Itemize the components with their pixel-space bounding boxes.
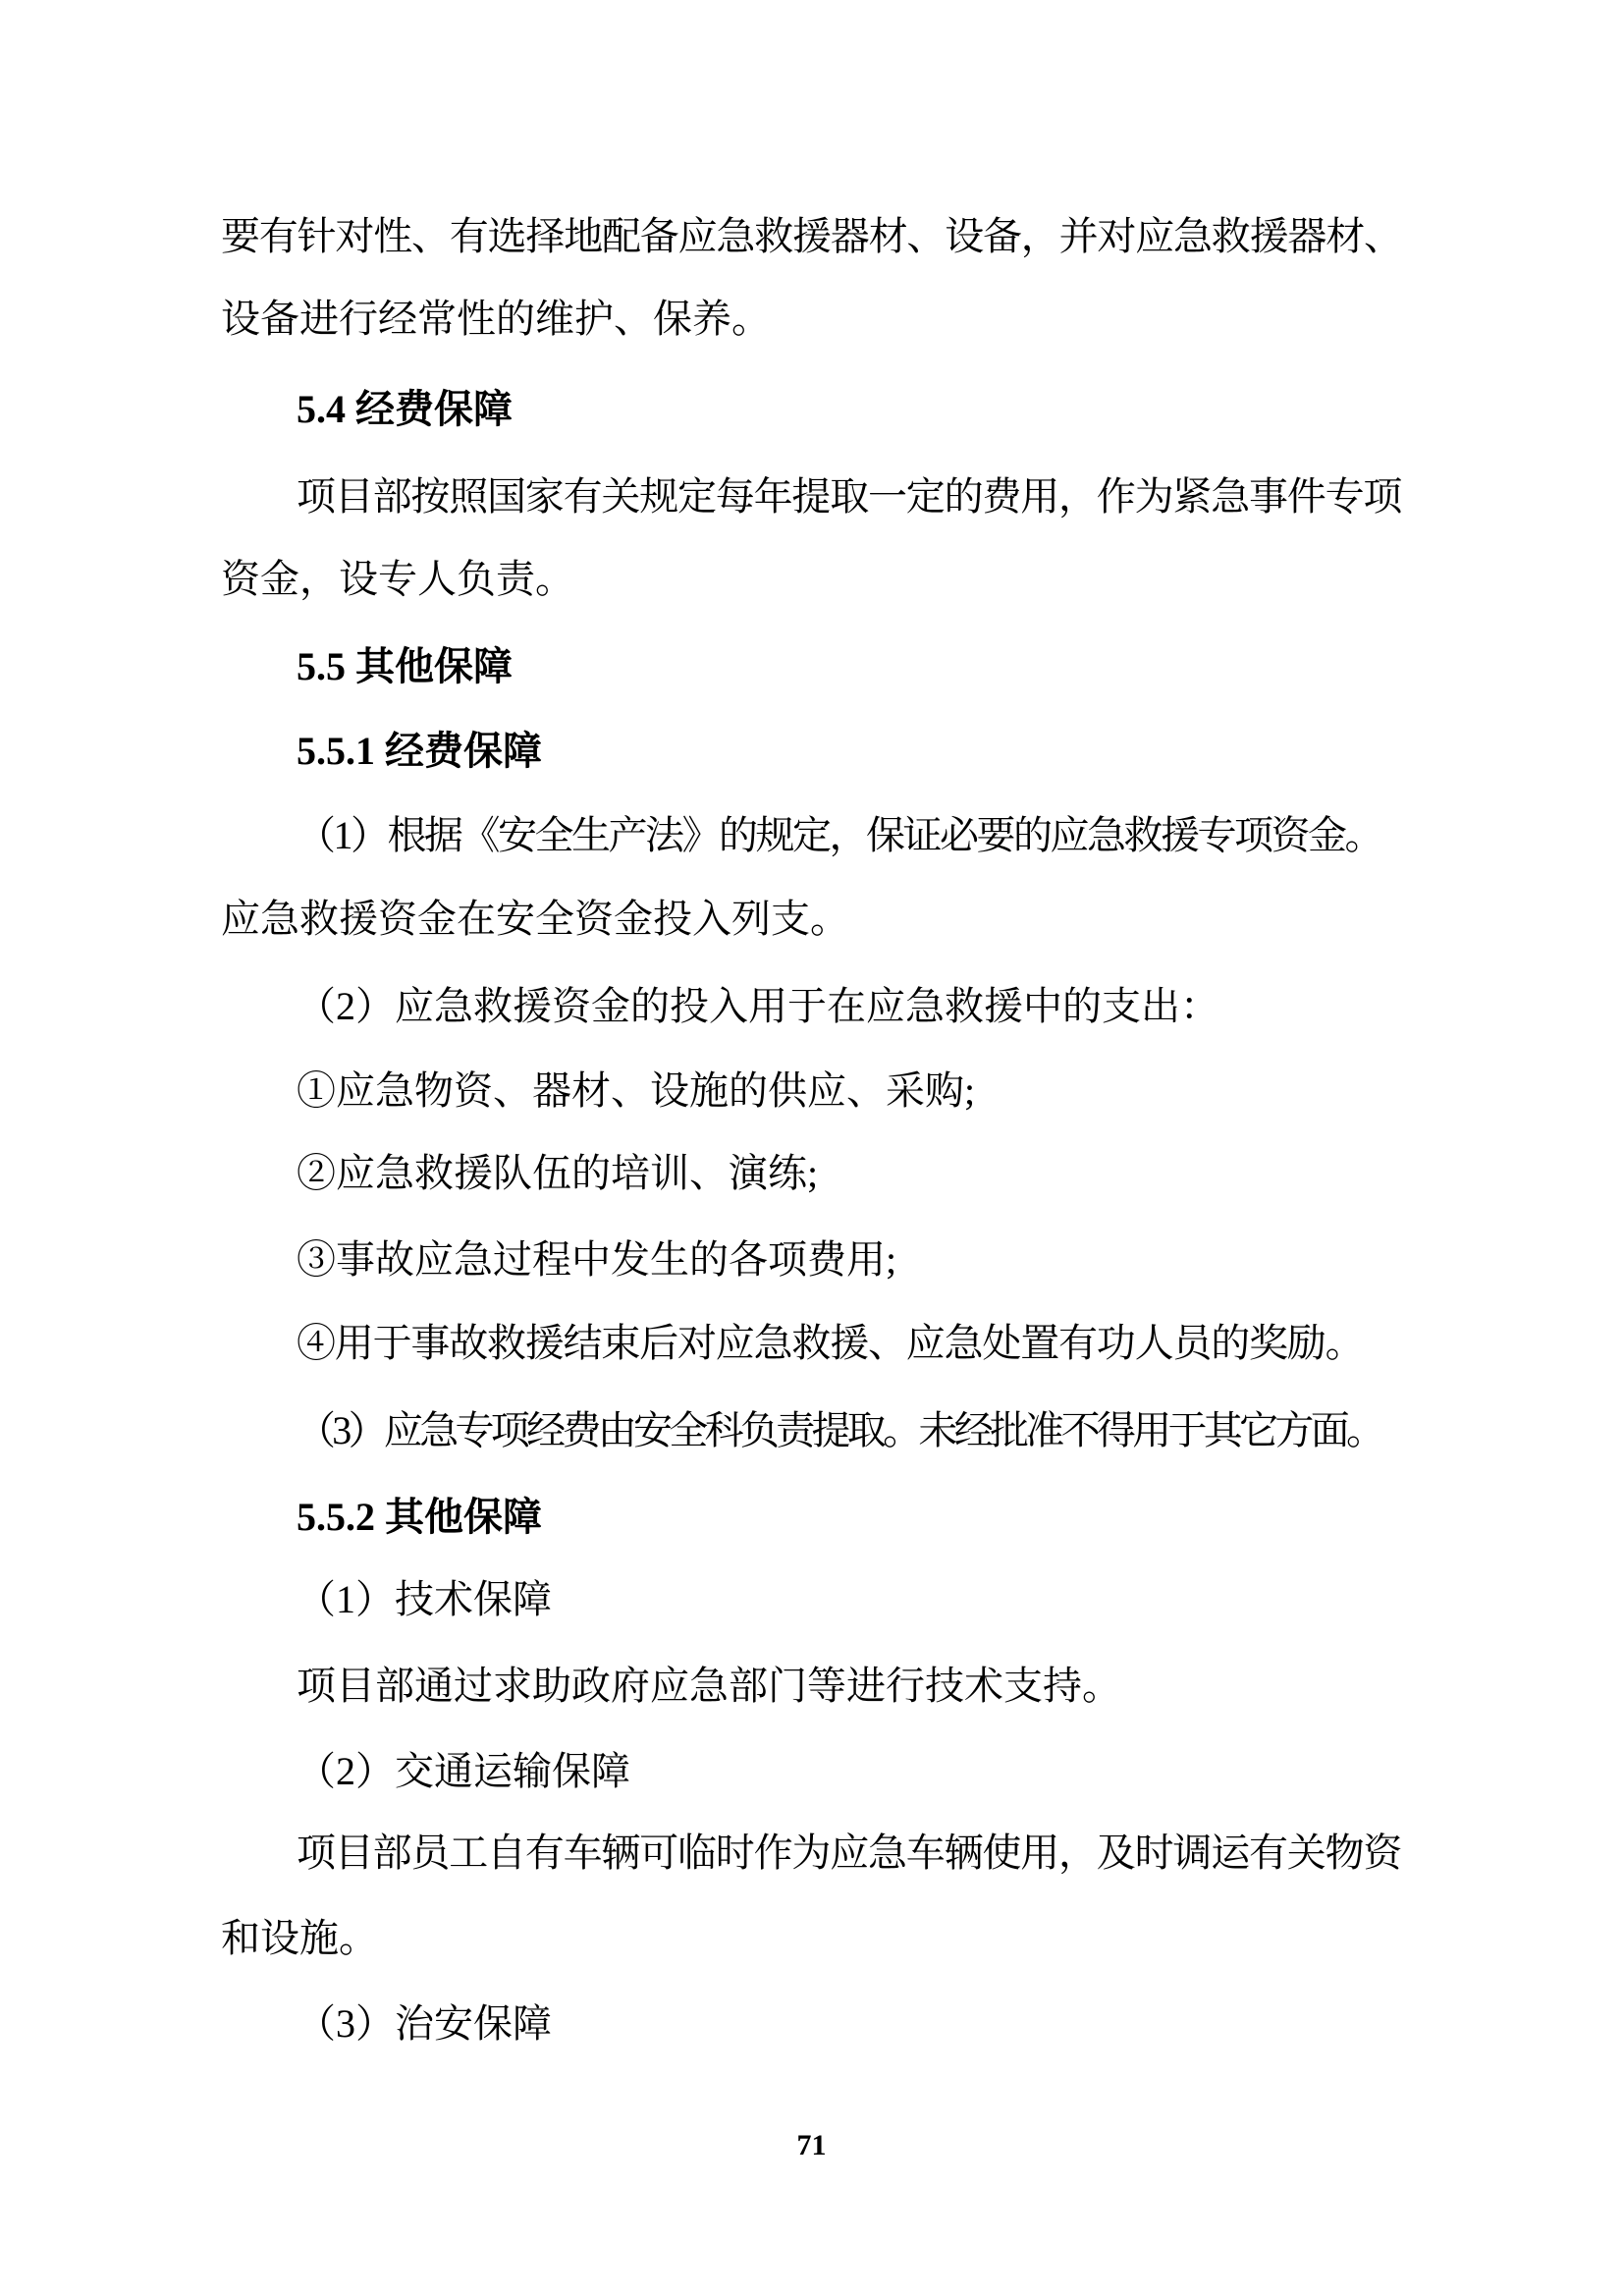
paragraph-line-item2: （2）应急救援资金的投入用于在应急救援中的支出： bbox=[297, 984, 1219, 1028]
paragraph-line-item1-1: （1）根据《安全生产法》的规定，保证必要的应急救援专项资金。 bbox=[297, 813, 1381, 857]
paragraph-line-security-guarantee: （3）治安保障 bbox=[297, 2001, 552, 2046]
list-item-circled-4: ④用于事故救援结束后对应急救援、应急处置有功人员的奖励。 bbox=[297, 1321, 1364, 1365]
paragraph-line-item1-2: 应急救援资金在安全资金投入列支。 bbox=[221, 897, 849, 941]
paragraph-line-equipment-2: 设备进行经常性的维护、保养。 bbox=[221, 297, 771, 341]
list-item-circled-2: ②应急救援队伍的培训、演练; bbox=[297, 1151, 819, 1195]
paragraph-line-item3: （3）应急专项经费由安全科负责提取。未经批准不得用于其它方面。 bbox=[297, 1408, 1382, 1452]
heading-5-4-funding-guarantee: 5.4 经费保障 bbox=[297, 387, 513, 431]
paragraph-line-funds-1: 项目部按照国家有关规定每年提取一定的费用，作为紧急事件专项 bbox=[297, 474, 1402, 519]
heading-5-5-2-other-guarantee: 5.5.2 其他保障 bbox=[297, 1495, 542, 1539]
paragraph-line-vehicles-1: 项目部员工自有车辆可临时作为应急车辆使用，及时调运有关物资 bbox=[297, 1831, 1402, 1875]
paragraph-line-tech-support: 项目部通过求助政府应急部门等进行技术支持。 bbox=[297, 1664, 1121, 1708]
list-item-circled-1: ①应急物资、器材、设施的供应、采购; bbox=[297, 1068, 976, 1113]
list-item-circled-3: ③事故应急过程中发生的各项费用; bbox=[297, 1237, 897, 1282]
heading-5-5-1-funding-guarantee: 5.5.1 经费保障 bbox=[297, 729, 542, 773]
paragraph-line-equipment-1: 要有针对性、有选择地配备应急救援器材、设备，并对应急救援器材、 bbox=[221, 214, 1402, 258]
paragraph-line-funds-2: 资金，设专人负责。 bbox=[221, 557, 574, 601]
heading-5-5-other-guarantee: 5.5 其他保障 bbox=[297, 644, 513, 688]
paragraph-line-tech-guarantee: （1）技术保障 bbox=[297, 1577, 552, 1621]
page-number: 71 bbox=[796, 2129, 827, 2161]
paragraph-line-transport-guarantee: （2）交通运输保障 bbox=[297, 1749, 630, 1793]
paragraph-line-vehicles-2: 和设施。 bbox=[221, 1916, 378, 1960]
